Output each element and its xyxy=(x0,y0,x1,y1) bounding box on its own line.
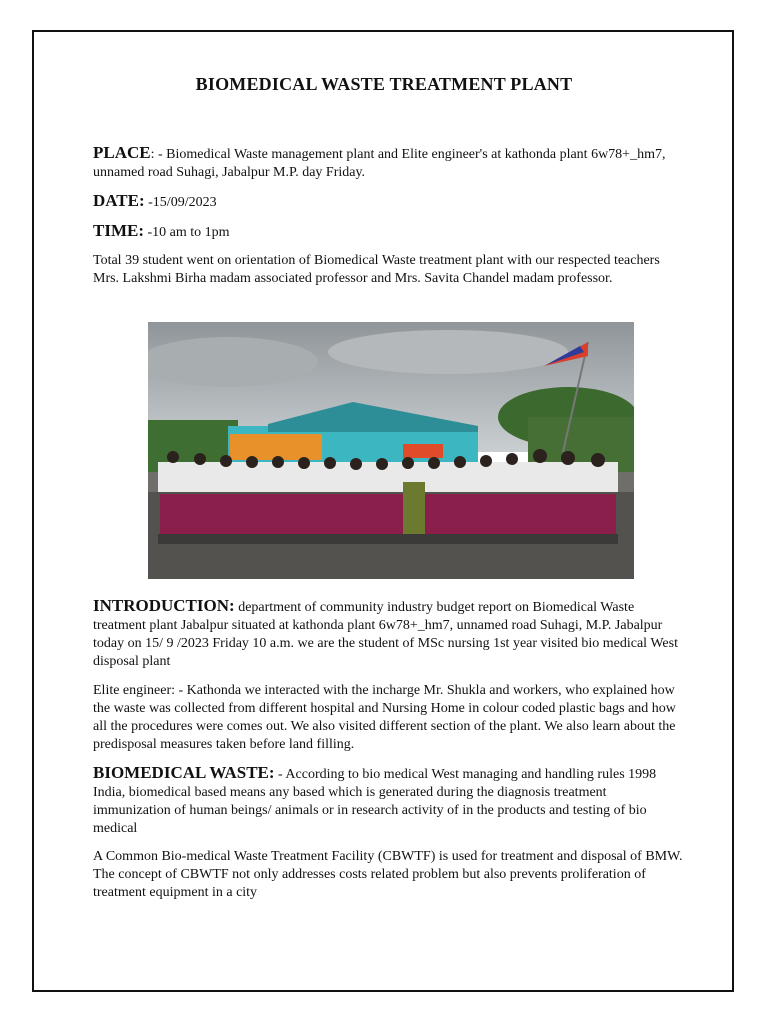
biomedical-waste-label: BIOMEDICAL WASTE: xyxy=(93,763,275,782)
time-paragraph xyxy=(93,222,683,242)
biomedical-waste-text: - According to bio medical West managing and handling rules 1998 India, biomedical based means any based which is generated during the diagnosis treatment immunization of human beings/ animals or in research activity of in the products and testing of bio medical xyxy=(93,767,657,836)
introduction-label: INTRODUCTION: xyxy=(93,596,235,615)
signboard xyxy=(230,434,322,460)
place-label: PLACE xyxy=(93,143,151,162)
student-group xyxy=(158,449,618,544)
date-label: DATE: xyxy=(93,191,145,210)
place-text: : - Biomedical Waste management plant and Elite engineer's at kathonda plant 6w78+_hm7, unnamed road Suhagi, Jabalpur M.P. day Friday. xyxy=(93,147,666,180)
elite-engineer-paragraph: Elite engineer: - Kathonda we interacted with the incharge Mr. Shukla and workers, who explained how the waste was collected from different hospital and Nursing Home in colour coded plastic bags and how all the procedures were comes out. We also visited different section of the plant. We also learn about the predisposal measures taken before land filling. xyxy=(93,683,676,752)
date-paragraph xyxy=(93,192,683,212)
group-photo xyxy=(148,322,634,579)
introduction-text: department of community industry budget report on Biomedical Waste treatment plant Jabalpur situated at kathonda plant 6w78+_hm7, unnamed road Suhagi, M.P. Jabalpur today on 15/ 9 /2023 Friday 10 a.m. we are the student of MSc nursing 1st year visited bio medical West disposal plant xyxy=(93,600,678,669)
summary-paragraph: Total 39 student went on orientation of Biomedical Waste treatment plant with our respected teachers Mrs. Lakshmi Birha madam associated professor and Mrs. Savita Chandel madam professor. xyxy=(93,253,660,286)
introduction-paragraph xyxy=(93,597,683,671)
place-paragraph xyxy=(93,144,683,182)
date-text: -15/09/2023 xyxy=(144,195,217,210)
page-title: BIOMEDICAL WASTE TREATMENT PLANT xyxy=(195,74,573,94)
biomedical-waste-paragraph xyxy=(93,764,683,838)
time-label: TIME: xyxy=(93,221,144,240)
cbwtf-paragraph: A Common Bio-medical Waste Treatment Facility (CBWTF) is used for treatment and disposal of BMW. The concept of CBWTF not only addresses costs related problem but also prevents proliferation of treatment equipment in a city xyxy=(93,849,683,900)
time-text: -10 am to 1pm xyxy=(144,225,230,240)
